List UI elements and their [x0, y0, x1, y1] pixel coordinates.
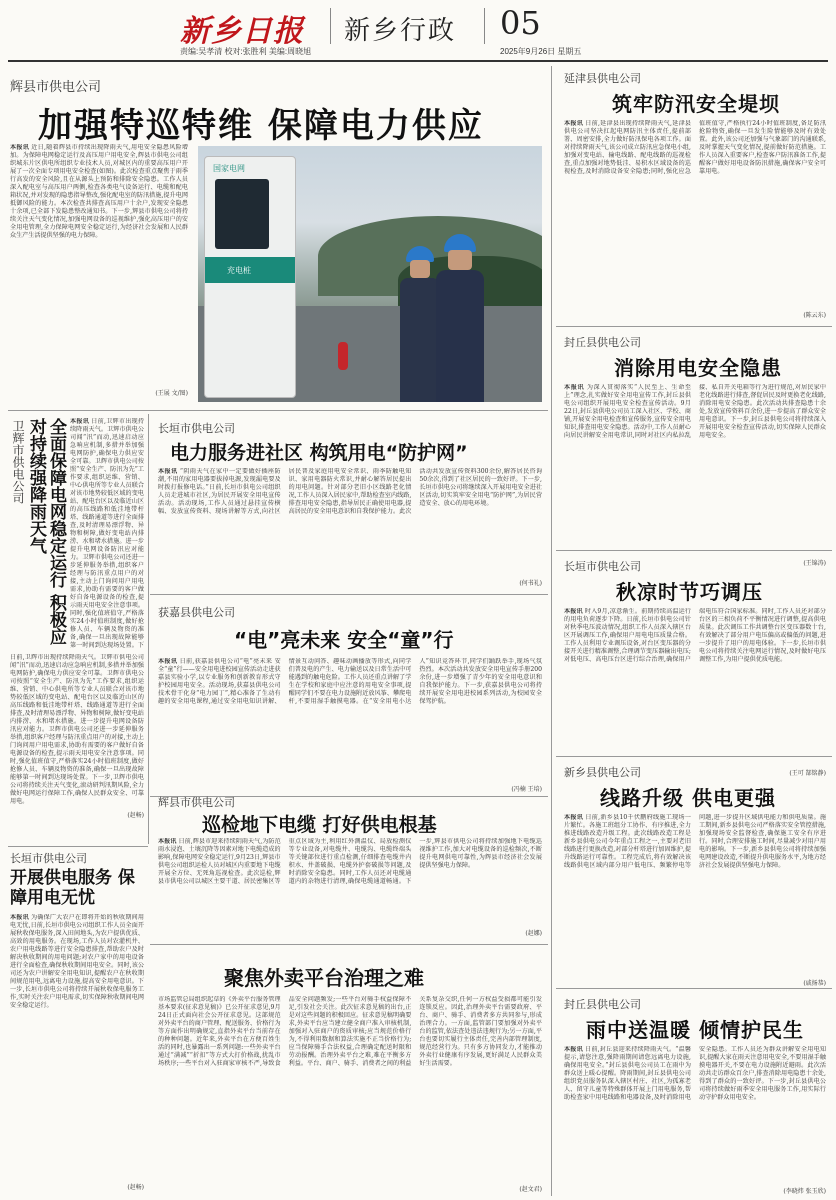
article-headline: 线路升级 供电更强 [600, 786, 776, 810]
divider [148, 414, 149, 844]
article-body [158, 658, 542, 782]
fire-extinguisher [338, 342, 348, 370]
worker-2-face [448, 250, 472, 270]
article-lead: 本报讯 [158, 838, 177, 845]
article-body [10, 914, 144, 1184]
article-byline: (戚扬恭) [803, 980, 826, 987]
divider [150, 944, 548, 945]
article-1 [8, 66, 546, 406]
worker-2 [434, 234, 486, 402]
article-headline: 开展供电服务 保障用电无忧 [10, 868, 135, 908]
article-byline: (王展 文/图) [155, 390, 188, 397]
article-headline: 秋凉时节巧调压 [616, 580, 763, 604]
article-byline: (王锦涛) [803, 560, 826, 567]
article-7 [560, 66, 830, 324]
article-kicker: 延津县供电公司 [564, 73, 641, 85]
article-text: 日前,延津县出现持续降雨天气,延津县供电公司坚决扛起电网防汛主体责任,提前部署、周密安排,全力做好防汛保电各项工作。面对持续降雨天气,该公司成立防汛应急保电小组,加强对变电站、输电线路、配电线路的巡视检查,重点加强对地势低洼、易积水区域设备的巡视检查,及时消除设备安全隐患;同时,强化应急值班值守,严格执行24小时值班制度,备足防汛抢险物资,确保一旦发生险情能够及时有效处置。此外,该公司还加强与气象部门的沟通联系,及时掌握天气变化情况,提前做好防范措施。工作人员深入重要客户,检查客户防汛准备工作,提醒客户做好用电设备防汛措施,确保客户安全可靠用电。 [564, 120, 826, 175]
charger-station [204, 156, 296, 398]
article-kicker: 获嘉县供电公司 [158, 607, 235, 619]
article-kicker: 长垣市供电公司 [158, 423, 235, 435]
divider [556, 326, 832, 327]
article-5 [154, 797, 546, 940]
article-lead: 本报讯 [10, 914, 29, 921]
masthead-divider-2 [484, 8, 485, 44]
article-4 [154, 598, 546, 794]
article-body-continued [10, 654, 144, 804]
article-body [564, 120, 826, 308]
article-lead: 本报讯 [564, 608, 583, 615]
article-lead: 本报讯 [564, 384, 585, 391]
divider [150, 594, 548, 595]
article-text: 日前,新乡县10千伏鹏府线施工现场一片繁忙。各施工班组分工协作、有序推进,全力推进线路改造升级工程。此次线路改造工程是新乡县供电公司今年重点工程之一,主要对老旧线路进行更换改造,对部分杆塔进行加固维护,提升线路运行可靠性。工程完成后,将有效解决该线路供电区域内部分用户低电压、频繁停电等问题,进一步提升区域供电能力和供电质量。施工期间,新乡县供电公司严格落实安全管控措施,加强现场安全监督检查,确保施工安全有序进行。同时,合理安排施工时间,尽量减少对用户用电的影响。下一步,新乡县供电公司将持续加强电网建设改造,不断提升供电服务水平,为地方经济社会发展提供坚强电力保障。 [564, 814, 826, 869]
date-line: 2025年9月26日 星期五 [500, 47, 582, 56]
article-kicker: 封丘县供电公司 [564, 337, 641, 349]
article-kicker: 长垣市供电公司 [10, 853, 87, 865]
article-kicker: 辉县市供电公司 [158, 797, 235, 809]
article-kicker: 新乡县供电公司 [564, 767, 641, 779]
article-headline: “电”亮未来 安全“童”行 [234, 628, 454, 652]
article-headline: 消除用电安全隐患 [614, 356, 782, 380]
article-body [564, 608, 826, 768]
article-byline: (赵畅) [127, 812, 144, 819]
article-3 [154, 414, 546, 590]
divider [556, 756, 832, 757]
article-body [158, 838, 542, 930]
divider [556, 988, 832, 989]
article-lead: 本报讯 [158, 658, 178, 665]
article-headline: 雨中送温暖 倾情护民生 [586, 1018, 804, 1042]
article-body [10, 144, 188, 382]
divider [556, 550, 832, 551]
article-text: 为深入贯彻落实“人民至上、生命至上”理念,扎实做好安全用电宣传工作,封丘县供电公司组织开展用电安全检查宣传活动。9月22日,封丘县供电公司员工深入社区、学校、商铺,开展安全用电检查和宣传服务,宣传安全用电知识,排查用电安全隐患。活动中,工作人员耐心向居民讲解安全用电常识,同时对社区内私拉乱接、私自开关电箱等行为进行规范,对居民家中老化线路进行排查,督促居民及时更换老化线路,消除用电安全隐患。此次活动共排查隐患十余处,发放宣传资料百余份,进一步提高了群众安全用电意识。下一步,封丘县供电公司将持续深入开展用电安全检查宣传活动,切实保障人民群众用电安全。 [564, 384, 826, 439]
article-lead: 本报讯 [70, 418, 90, 425]
article-headline: 加强特巡特维 保障电力供应 [38, 106, 484, 146]
editors-line: 责编:吴孝清 校对:张胜利 美编:周晓旭 [180, 47, 312, 56]
article-11 [154, 948, 546, 1196]
article-text: 时入9月,凉意渐生。前期持续高温运行的用电负荷逐步下降。日前,长垣市供电公司针对秋季电压波动情况,组织工作人员深入辖区台区开展调压工作,确保用户用电电压质量合格。工作人员利用专业调压设备,对台区变压器的分接开关进行精准调整,合理调节变压器输出电压;对低电压、高电压台区进行综合治理,确保用户端电压符合国家标准。同时,工作人员还对部分台区的三相负荷不平衡情况进行调整,提高供电质量。此次调压工作共调整台区变压器数十台,有效解决了部分用户电压偏高或偏低的问题,进一步提升了用户的用电体验。下一步,长垣市供电公司将持续关注电网运行情况,及时做好电压调整工作,为用户提供优质电能。 [564, 608, 826, 663]
article-6 [8, 846, 146, 1196]
column-divider-main [551, 66, 552, 1196]
article-byline: (陈云东) [803, 312, 826, 319]
article-text: 日前,获嘉县供电公司“电”亮未来 安全“童”行——安全用电进校园宣传活动走进获嘉县实验小学,以专业服务和创新教育形式守护校园用电安全。活动现场,获嘉县供电公司技术骨干化身“电力园丁”,精心准备了生动有趣的安全用电课程,通过安全用电知识讲解、情景互动问答、趣味动画播放等形式,向同学们普及电的产生、电力输送以及日常生活中可能遇到的触电危险。工作人员还重点讲解了学生在学校和家庭中应注意的用电安全事项,提醒同学们不要在电力设施附近放风筝、攀爬电杆,不要用湿手触摸电器。在“安全用电小达人”知识竞答环节,同学们踊跃举手,现场气氛热烈。本次活动共发放安全用电宣传手册200余份,进一步增强了青少年的安全用电意识和自我保护能力。下一步,获嘉县供电公司将持续开展安全用电进校园系列活动,为校园安全保驾护航。 [158, 658, 542, 705]
article-lead: 本报讯 [10, 144, 30, 151]
article-body [564, 1046, 826, 1186]
article-text: 为确保广大农户在即将开始的秋收期间用电无忧,日前,长垣市供电公司组织工作人员全面开展秋收保电服务,深入田间地头,为农户提供优质、高效的用电服务。在现场,工作人员对农灌机井、农户用电线路等进行安全隐患排查,帮助农户及时解决秋收期间的用电问题;对农户家中的用电设备进行全面检查,确保秋收期间用电安全。同时,该公司还为农户讲解安全用电知识,提醒农户在秋收期间规范用电,远离电力设施,提高安全用电意识。下一步,长垣市供电公司将持续开展秋收保电服务工作,实时关注农户用电需求,切实保障秋收期间电网安全稳定运行。 [10, 914, 144, 1009]
article-body [564, 814, 826, 980]
article-headline: 聚焦外卖平台治理之难 [224, 966, 424, 990]
charger-screen [215, 179, 269, 249]
charger-brand: 国家电网 [213, 164, 245, 173]
article-byline: (赵文君) [519, 1186, 542, 1193]
article-text: 市场监管总局组织起草的《外卖平台服务管理基本要求(征求意见稿)》已公开征求意见,9月24日正式面向社会公开征求意见。这部规范对外卖平台的商户管理、配送服务、价格行为等方面作出明确规定,直指外卖平台当前存在的种种问题。近年来,外卖平台在方便百姓生活的同时,也暴露出一系列问题:一些外卖平台通过“满减”“折扣”等方式大打价格战,扰乱市场秩序;一些平台对入驻商家审核不严,导致食品安全问题频发;一些平台对骑手权益保障不足,引发社会关注。此次征求意见稿的出台,正是对这些问题的积极回应。征求意见稿明确要求,外卖平台应当建立健全商户准入审核机制,加强对入驻商户的资质审核;应当规范价格行为,不得利用数据和算法实施不正当价格行为;应当保障骑手合法权益,合理确定配送时限和劳动报酬。治理外卖平台之难,难在平衡多方利益。平台、商户、骑手、消费者之间的利益关系复杂交织,任何一方权益受损都可能引发连锁反应。因此,治理外卖平台需要政府、平台、商户、骑手、消费者多方共同参与,形成治理合力。一方面,监管部门要加强对外卖平台的监管,依法查处违法违规行为;另一方面,平台也要切实履行主体责任,完善内部管理制度,规范经营行为。只有多方协同发力,才能推动外卖行业健康有序发展,更好满足人民群众美好生活需要。 [158, 996, 542, 1067]
article-12 [560, 992, 830, 1198]
masthead-rule [8, 60, 828, 62]
newspaper-logo: 新乡日报 [180, 14, 304, 49]
masthead-divider-1 [330, 8, 331, 44]
worker-1-face [410, 260, 430, 278]
article-kicker: 封丘县供电公司 [564, 999, 641, 1011]
article-byline: (何书礼) [519, 580, 542, 587]
news-photo [198, 146, 542, 402]
article-kicker: 辉县市供电公司 [10, 79, 102, 94]
article-body [70, 418, 144, 648]
article-headline: 电力服务进社区 构筑用电“防护网” [170, 442, 468, 464]
article-byline: (李晓炜 张玉欣) [783, 1188, 826, 1195]
article-10 [560, 760, 830, 987]
article-headline-vertical: 全面保障电网稳定运行 积极应对持续强降雨天气 [26, 418, 66, 645]
article-lead: 本报讯 [158, 468, 178, 475]
article-text: 近日,随着辉县市持续出现降雨天气,用电安全隐患风险增加。为保障电网稳定运行及高压用户用电安全,辉县市供电公司组织城东片区供电所组织专业技术人员,对城区内的重要高压用户开展了一次全面专项用电安全检查(如图)。此次检查重点聚焦于雨季行高发的安全风险,且在从源头上预防和排除安全隐患。工作人员深入配电室与高压用户两侧,检查各类电气设备运行、电缆和配电箱状况,并对发现的隐患指导整改,强化配电室的防汛措施,提升电网抵御风险的能力。本次检查共排查高压用户十余户,发现安全隐患十余项,已全部下发隐患整改通知书。下一步,辉县市供电公司将持续关注天气变化情况,加强电网设备的巡视维护,强化高压用户的安全用电管理,全力保障电网安全稳定运行,为经济社会发展和人民群众生产生活提供坚强的电力保障。 [10, 144, 188, 239]
article-8 [560, 330, 830, 570]
article-text: 日前,封丘县迎来持续降雨天气。“温馨提示,请您注意,强降雨期间请您远离电力设施,确保用电安全。”封丘县供电公司员工在雨中为群众送上暖心提醒。降雨期间,封丘县供电公司组织党员服务队深入辖区村庄、社区,为孤寡老人、留守儿童等特殊群体开展上门用电服务,帮助检查家中用电线路和电器设备,及时消除用电安全隐患。工作人员还为群众讲解安全用电知识,提醒大家在雨天注意用电安全,不要用湿手触摸电器开关,不要在电力设施附近避雨。此次活动共走访群众百余户,排查消除用电隐患十余处,得到了群众的一致好评。下一步,封丘县供电公司将持续做好雨季安全用电服务工作,用实际行动守护群众用电安全。 [564, 1046, 826, 1101]
article-kicker: 长垣市供电公司 [564, 561, 641, 573]
article-text: 日前,辉县市迎来持续阴雨天气,为防范雨水浸泡、土壤沉降等因素对地下电缆造成的影响,保障电网安全稳定运行,9月23日,辉县市供电公司组织运检人员对城区内重要地下电缆开展全方位、无死角巡视检查。此次巡检,辉县市供电公司以城区主要干道、居民密集区等重点区域为主,利用红外测温仪、局放检测仪等专业设备,对电缆井、电缆沟、电缆终端头等关键部位进行重点检测,仔细排查电缆井内积水、井盖破损、电缆外护套破损等问题,及时消除安全隐患。同时,工作人员还对电缆通道内的杂物进行清理,确保电缆通道畅通。下一步,辉县市供电公司将持续加强地下电缆巡视维护工作,加大对电缆设备的巡检频次,不断提升电网供电可靠性,为辉县市经济社会发展提供坚强电力保障。 [158, 838, 542, 885]
article-headline: 巡检地下电缆 打好供电根基 [202, 814, 437, 836]
article-body [158, 468, 542, 578]
article-text-continued: 日前,卫辉市出现持续降雨天气。卫辉市供电公司闻“汛”而动,迅速启动应急响应机制,多措并举加强电网防护,确保电力供应安全可靠。卫辉市供电公司按照“安全生产、防汛为先”工作要求,组织运维、营销、中心供电所等专业人员联合对该市地势较低区域的变电站、配电台区以及临近山区的高压线路和低洼地带杆塔、线路通道等进行全面排查,及时清理易漂浮物、异物和树障,做好变电站内排涝、水和堵水措施。进一步提升电网设备防汛应对能力。卫辉市供电公司还进一步延伸服务举措,组织客户经理与防汛重点用户的对接,主动上门询问用户用电需求,协助有需要的客户做好自备电源设备的检查,提示雨天用电安全注意事项。同时,强化值班值守,严格落实24小时值班制度,做好抢修人员、车辆及物资的准备,确保一旦出现故障能够第一时间到达现场处置。下一步,卫辉市供电公司将持续关注天气变化,滚动研判汛期风险,全力做好电网运行保障工作,确保人民群众安全、可靠用电。 [10, 654, 144, 804]
article-kicker-vertical: 卫辉市供电公司 [11, 420, 25, 504]
article-byline: (冯楠 王培) [511, 786, 542, 793]
section-title: 新乡行政 [344, 16, 457, 46]
article-text: “阴雨天气在家中一定要做好插座防潮,不用的家用电器要拔掉电源,发现漏电要及时拨打报修电话。”日前,长垣市供电公司组织人员走进城市社区,为居民开展安全用电宣传活动。活动现场,工作人员通过悬挂宣传横幅、发放宣传资料、现场讲解等方式,向社区居民普及家庭用电安全常识、雨季防触电知识、家用电器防火常识,并耐心解答居民提出的用电问题。针对部分老旧小区线路老化情况,工作人员深入居民家中,帮助检查室内线路,排查用电安全隐患,指导居民正确使用电器,提高居民的安全用电意识和自我保护能力。此次活动共发放宣传资料300余份,解答居民咨询50余次,得到了社区居民的一致好评。下一步,长垣市供电公司将继续深入开展用电安全进社区活动,切实筑牢安全用电“防护网”,为居民营造安全、放心的用电环境。 [158, 468, 542, 515]
masthead [0, 0, 836, 62]
article-body [158, 996, 542, 1184]
page-number: 05 [500, 4, 541, 42]
article-headline: 筑牢防汛安全堤坝 [612, 92, 780, 116]
article-text: 日前,卫辉市出现持续降雨天气。卫辉市供电公司闻“汛”而动,迅速启动应急响应机制,多措并举加强电网防护,确保电力供应安全可靠。卫辉市供电公司按照“安全生产、防汛为先”工作要求,组织运维、营销、中心供电所等专业人员联合对该市地势较低区域的变电站、配电台区以及临近山区的高压线路和低洼地带杆塔、线路通道等进行全面排查,及时清理易漂浮物、异物和树障,做好变电站内排涝、水和堵水措施。进一步提升电网设备防汛应对能力。卫辉市供电公司还进一步延伸服务举措,组织客户经理与防汛重点用户的对接,主动上门询问用户用电需求,协助有需要的客户做好自备电源设备的检查,提示雨天用电安全注意事项。同时,强化值班值守,严格落实24小时值班制度,做好抢修人员、车辆及物资的准备,确保一旦出现故障能够第一时间到达现场处置。下 [70, 418, 144, 648]
charger-label: 充电桩 [227, 266, 251, 275]
article-byline: (赵娜) [525, 930, 542, 937]
article-byline: (王可 郜铭静) [789, 770, 826, 777]
divider [8, 410, 548, 411]
article-body [564, 384, 826, 560]
worker-2-body [436, 270, 484, 402]
article-2 [8, 414, 146, 824]
article-lead: 本报讯 [564, 1046, 583, 1053]
article-lead: 本报讯 [564, 120, 584, 127]
article-lead: 本报讯 [564, 814, 584, 821]
article-byline: (赵畅) [127, 1184, 144, 1191]
